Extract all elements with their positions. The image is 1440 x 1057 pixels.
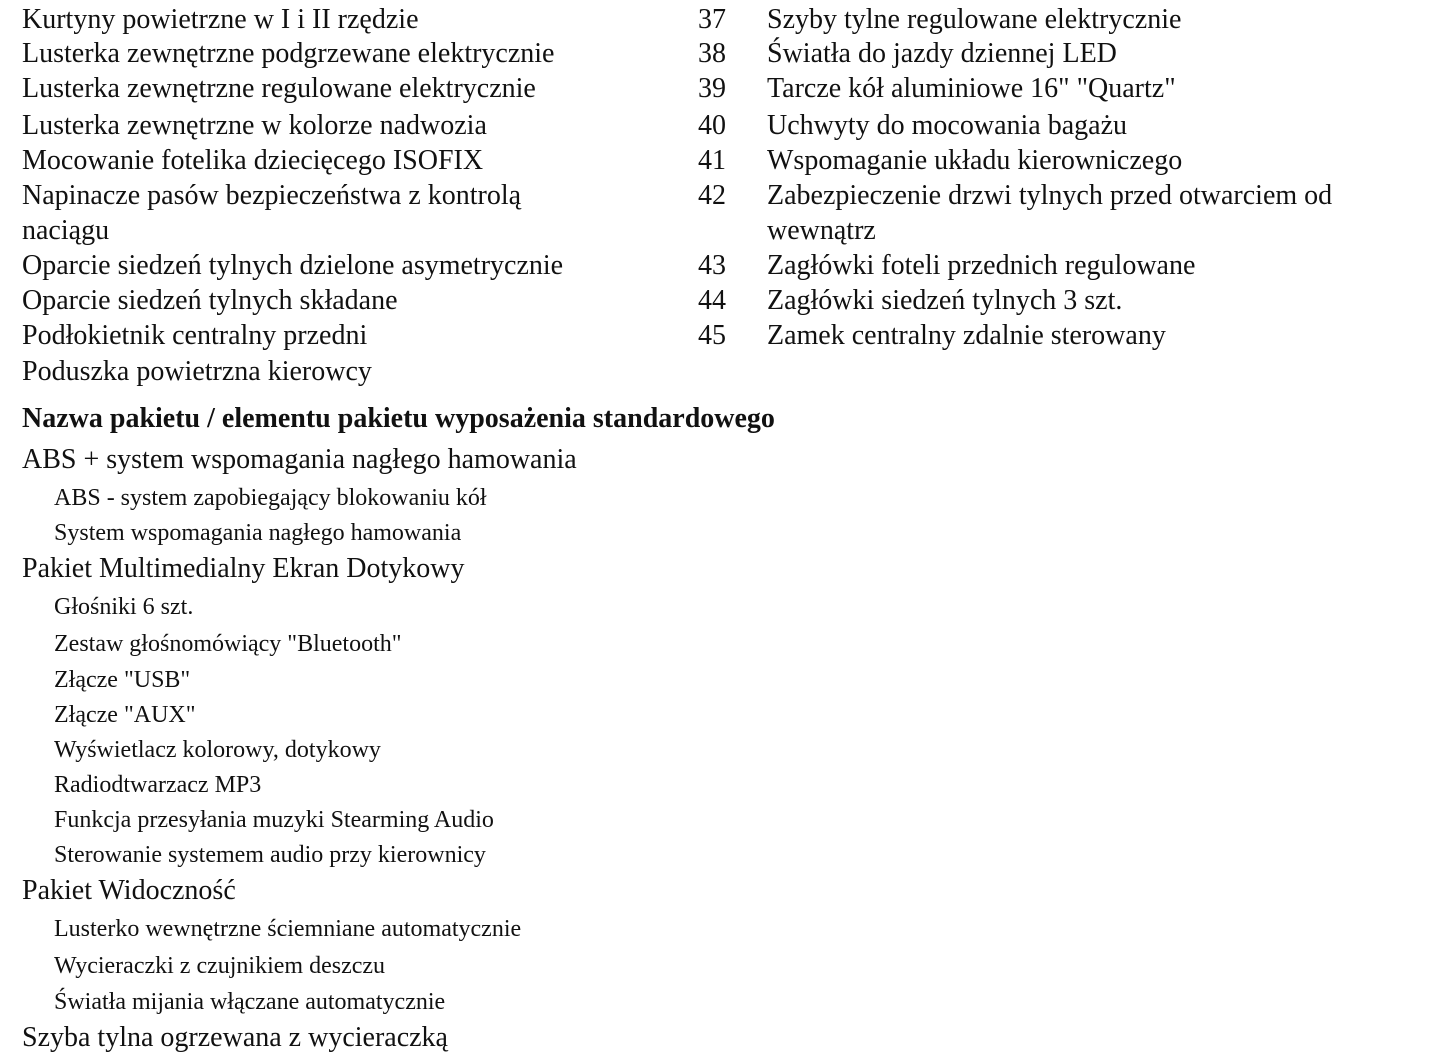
package-item: Złącze "AUX" bbox=[54, 702, 196, 728]
right-list-item: Zagłówki foteli przednich regulowane bbox=[767, 250, 1196, 281]
left-list-item: Kurtyny powietrzne w I i II rzędzie bbox=[22, 4, 419, 35]
right-list-item: Uchwyty do mocowania bagażu bbox=[767, 110, 1127, 141]
right-list-number: 40 bbox=[698, 110, 726, 141]
package-item: System wspomagania nagłego hamowania bbox=[54, 520, 462, 546]
right-list-item: Światła do jazdy dziennej LED bbox=[767, 38, 1117, 69]
right-list-number: 41 bbox=[698, 145, 726, 176]
left-list-item: naciągu bbox=[22, 215, 110, 246]
right-list-number: 38 bbox=[698, 38, 726, 69]
right-list-number: 43 bbox=[698, 250, 726, 281]
package-name: Szyba tylna ogrzewana z wycieraczką bbox=[22, 1022, 448, 1053]
right-list-item: wewnątrz bbox=[767, 215, 876, 246]
right-list-number: 45 bbox=[698, 320, 726, 351]
right-list-number: 44 bbox=[698, 285, 726, 316]
package-item: Złącze "USB" bbox=[54, 667, 191, 693]
package-name: ABS + system wspomagania nagłego hamowania bbox=[22, 444, 577, 475]
right-list-number: 39 bbox=[698, 73, 726, 104]
left-list-item: Oparcie siedzeń tylnych dzielone asymetrycznie bbox=[22, 250, 564, 281]
section-heading: Nazwa pakietu / elementu pakietu wyposażenia standardowego bbox=[22, 403, 775, 434]
package-item: Sterowanie systemem audio przy kierownicy bbox=[54, 842, 486, 868]
package-item: Zestaw głośnomówiący "Bluetooth" bbox=[54, 631, 402, 657]
right-list-item: Wspomaganie układu kierowniczego bbox=[767, 145, 1183, 176]
package-item: Funkcja przesyłania muzyki Stearming Audio bbox=[54, 807, 494, 833]
left-list-item: Podłokietnik centralny przedni bbox=[22, 320, 368, 351]
right-list-item: Zamek centralny zdalnie sterowany bbox=[767, 320, 1166, 351]
right-list-item: Zagłówki siedzeń tylnych 3 szt. bbox=[767, 285, 1123, 316]
right-list-item: Zabezpieczenie drzwi tylnych przed otwarciem od bbox=[767, 180, 1333, 211]
right-list-number: 42 bbox=[698, 180, 726, 211]
package-name: Pakiet Widoczność bbox=[22, 875, 236, 906]
package-item: Lusterko wewnętrzne ściemniane automatycznie bbox=[54, 916, 522, 942]
right-list-number: 37 bbox=[698, 4, 726, 35]
left-list-item: Lusterka zewnętrzne regulowane elektrycznie bbox=[22, 73, 536, 104]
right-list-item: Szyby tylne regulowane elektrycznie bbox=[767, 4, 1182, 35]
left-list-item: Mocowanie fotelika dziecięcego ISOFIX bbox=[22, 145, 484, 176]
left-list-item: Lusterka zewnętrzne podgrzewane elektrycznie bbox=[22, 38, 555, 69]
left-list-item: Oparcie siedzeń tylnych składane bbox=[22, 285, 398, 316]
left-list-item: Lusterka zewnętrzne w kolorze nadwozia bbox=[22, 110, 487, 141]
package-name: Pakiet Multimedialny Ekran Dotykowy bbox=[22, 553, 465, 584]
package-item: Głośniki 6 szt. bbox=[54, 594, 194, 620]
package-item: Wyświetlacz kolorowy, dotykowy bbox=[54, 737, 381, 763]
left-list-item: Napinacze pasów bezpieczeństwa z kontrolą bbox=[22, 180, 522, 211]
right-list-item: Tarcze kół aluminiowe 16" "Quartz" bbox=[767, 73, 1176, 104]
package-item: Radiodtwarzacz MP3 bbox=[54, 772, 262, 798]
left-list-item: Poduszka powietrzna kierowcy bbox=[22, 356, 372, 387]
package-item: ABS - system zapobiegający blokowaniu kół bbox=[54, 485, 487, 511]
package-item: Wycieraczki z czujnikiem deszczu bbox=[54, 953, 386, 979]
package-item: Światła mijania włączane automatycznie bbox=[54, 989, 446, 1015]
